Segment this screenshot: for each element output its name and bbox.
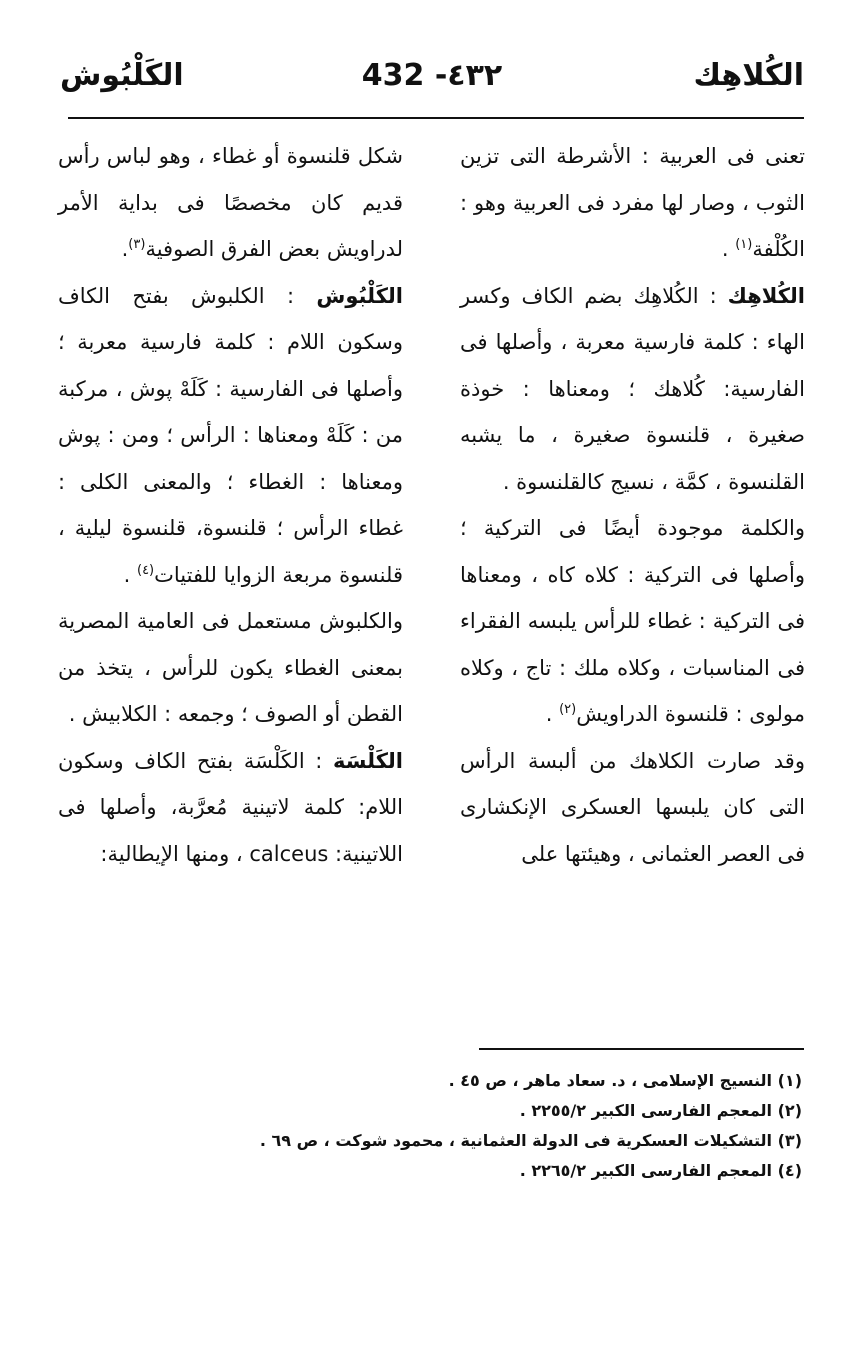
headword: الكَلْسَة	[333, 748, 403, 773]
footnote-ref: (٤)	[136, 562, 155, 578]
paragraph: تعنى فى العربية : الأشرطة التى تزين الثوب ، وصار لها مفرد فى العربية وهو : الكُلْفة$^{(١)}$ .	[460, 144, 805, 261]
footnote: (٤) المعجم الفارسى الكبير ٢٢٦٥/٢ .	[519, 1161, 802, 1180]
footnotes	[242, 1066, 802, 1186]
footnote: (٢) المعجم الفارسى الكبير ٢٢٥٥/٢ .	[519, 1101, 802, 1120]
footnote-rule	[479, 1048, 804, 1050]
footnote-ref: (١)	[735, 237, 753, 252]
entry-kalsa: الكَلْسَة : الكَلْسَة بفتح الكاف وسكون اللام: كلمة لاتينية مُعرَّبة، وأصلها فى اللاتينية: calceus ، ومنها الإيطالية:	[58, 748, 403, 866]
paragraph: وقد صارت الكلاهك من ألبسة الرأس التى كان يلبسها العسكرى الإنكشارى فى العصر العثمانى ، وهيئتها على	[460, 748, 805, 866]
right-column	[460, 133, 805, 877]
paragraph: والكلبوش مستعمل فى العامية المصرية بمعنى الغطاء يكون للرأس ، يتخذ من القطن أو الصوف ؛ وجمعه : الكلابيش .	[58, 609, 403, 726]
page-number: 432 -٤٣٢	[361, 58, 503, 93]
entry-kalbush: الكَلْبُوش : الكلبوش بفتح الكاف وسكون اللام : كلمة فارسية معربة ؛ وأصلها فى الفارسية : كَلَهْ پوش ، مركبة من : كَلَهْ ومعناها : الرأس ؛ ومن : پوش ومعناها : الغطاء ؛ والمعنى الكلى : غطاء الرأس ؛ قلنسوة، قلنسوة ليلية ، قلنسوة مربعة الزوايا للفتيات$^{(٤)}$ .	[58, 283, 403, 587]
headword: الكُلاهِك	[727, 283, 805, 308]
footnote: (٣) التشكيلات العسكرية فى الدولة العثمانية ، محمود شوكت ، ص ٦٩ .	[259, 1131, 802, 1150]
paragraph: والكلمة موجودة أيضًا فى التركية ؛ وأصلها فى التركية : كلاه كاه ، ومعناها فى التركية : غطاء للرأس يلبسه الفقراء فى المناسبات ، وكلاه ملك : تاج ، وكلاه مولوى : قلنسوة الدراويش$^{(٢)}$ .	[460, 516, 805, 726]
page-header	[60, 58, 804, 108]
entry-kulahik: الكُلاهِك : الكُلاهِك بضم الكاف وكسر الهاء : كلمة فارسية معربة ، وأصلها فى الفارسية: كُلاهك ؛ ومعناها : خوذة صغيرة ، قلنسوة صغيرة ، ما يشبه القلنسوة ، كمَّة ، نسيج كالقلنسوة .	[460, 283, 805, 494]
footnote-ref: (٣)	[128, 237, 146, 252]
header-right-word: الكُلاهِك	[693, 58, 804, 93]
header-left-word: الكَلْبُوش	[60, 58, 184, 93]
footnote: (١) النسيج الإسلامى ، د. سعاد ماهر ، ص ٤٥ .	[448, 1071, 802, 1090]
left-column	[58, 133, 403, 877]
header-rule	[68, 117, 804, 119]
footnote-ref: (٢)	[559, 702, 577, 717]
headword: الكَلْبُوش	[316, 283, 403, 308]
paragraph: شكل قلنسوة أو غطاء ، وهو لباس رأس قديم كان مخصصًا فى بداية الأمر لدراويش بعض الفرق الصوفية$^{(٣)}$.	[58, 144, 403, 261]
